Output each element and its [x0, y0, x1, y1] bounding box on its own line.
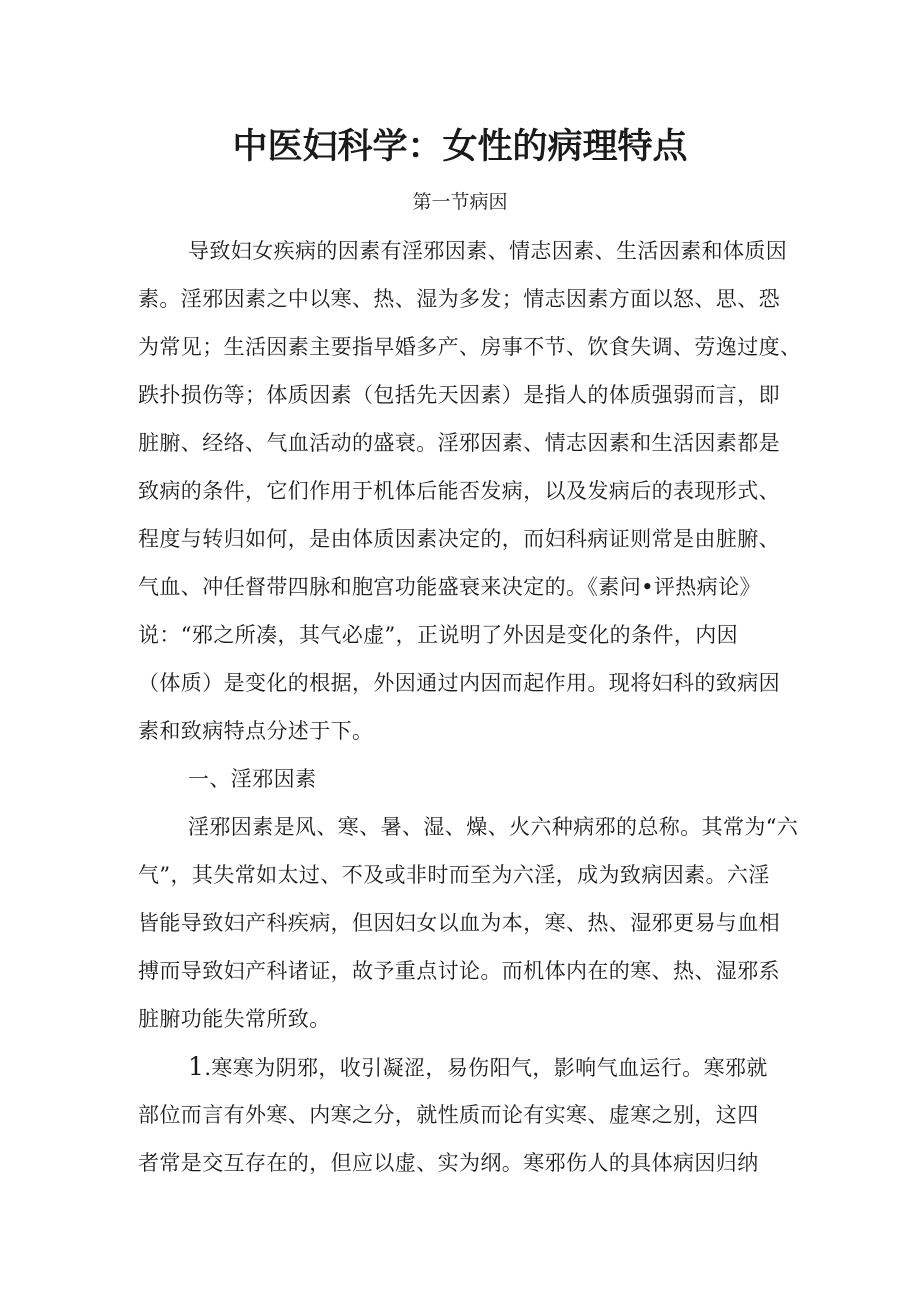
paragraph-line: 搏而导致妇产科诸证，故予重点讨论。而机体内在的寒、热、湿邪系 [138, 959, 780, 983]
paragraph-line: 部位而言有外寒、内寒之分，就性质而论有实寒、虚寒之别，这四 [138, 1103, 759, 1127]
paragraph-line: （体质）是变化的根据，外因通过内因而起作用。现将妇科的致病因 [138, 671, 780, 695]
paragraph-line: 为常见；生活因素主要指早婚多产、房事不节、饮食失调、劳逸过度、 [138, 335, 802, 359]
paragraph-line: 说：“邪之所凑，其气必虚”，正说明了外因是变化的条件，内因 [138, 623, 739, 647]
section-heading: 一、淫邪因素 [188, 767, 317, 791]
section-subtitle: 第一节病因 [412, 191, 508, 213]
paragraph-line: 皆能导致妇产科疾病，但因妇女以血为本，寒、热、湿邪更易与血相 [138, 911, 780, 935]
numbered-paragraph-line [188, 1052, 768, 1083]
document-title: 中医妇科学：女性的病理特点 [232, 127, 688, 167]
paragraph-line: 脏腑、经络、气血活动的盛衰。淫邪因素、情志因素和生活因素都是 [138, 431, 780, 455]
paragraph-line: 素和致病特点分述于下。 [138, 719, 374, 743]
item-text: .寒寒为阴邪，收引凝涩，易伤阳气，影响气血运行。寒邪就 [204, 1056, 768, 1080]
paragraph-line: 导致妇女疾病的因素有淫邪因素、情志因素、生活因素和体质因 [188, 239, 788, 263]
paragraph-line: 程度与转归如何，是由体质因素决定的，而妇科病证则常是由脏腑、 [138, 527, 780, 551]
paragraph-line: 气”，其失常如太过、不及或非时而至为六淫，成为致病因素。六淫 [138, 863, 770, 887]
paragraph-line: 素。淫邪因素之中以寒、热、湿为多发；情志因素方面以怒、思、恐 [138, 287, 780, 311]
paragraph-line: 致病的条件，它们作用于机体后能否发病，以及发病后的表现形式、 [138, 479, 780, 503]
paragraph-line: 者常是交互存在的，但应以虚、实为纲。寒邪伤人的具体病因归纳 [138, 1151, 759, 1175]
paragraph-line: 跌扑损伤等；体质因素（包括先天因素）是指人的体质强弱而言，即 [138, 383, 780, 407]
paragraph-line: 气血、冲任督带四脉和胞宫功能盛衰来决定的。《素问•评热病论》 [138, 575, 761, 599]
paragraph-line: 脏腑功能失常所致。 [138, 1007, 331, 1031]
item-number: 1 [188, 1052, 205, 1081]
paragraph-line: 淫邪因素是风、寒、暑、湿、燥、火六种病邪的总称。其常为“六 [188, 815, 799, 839]
